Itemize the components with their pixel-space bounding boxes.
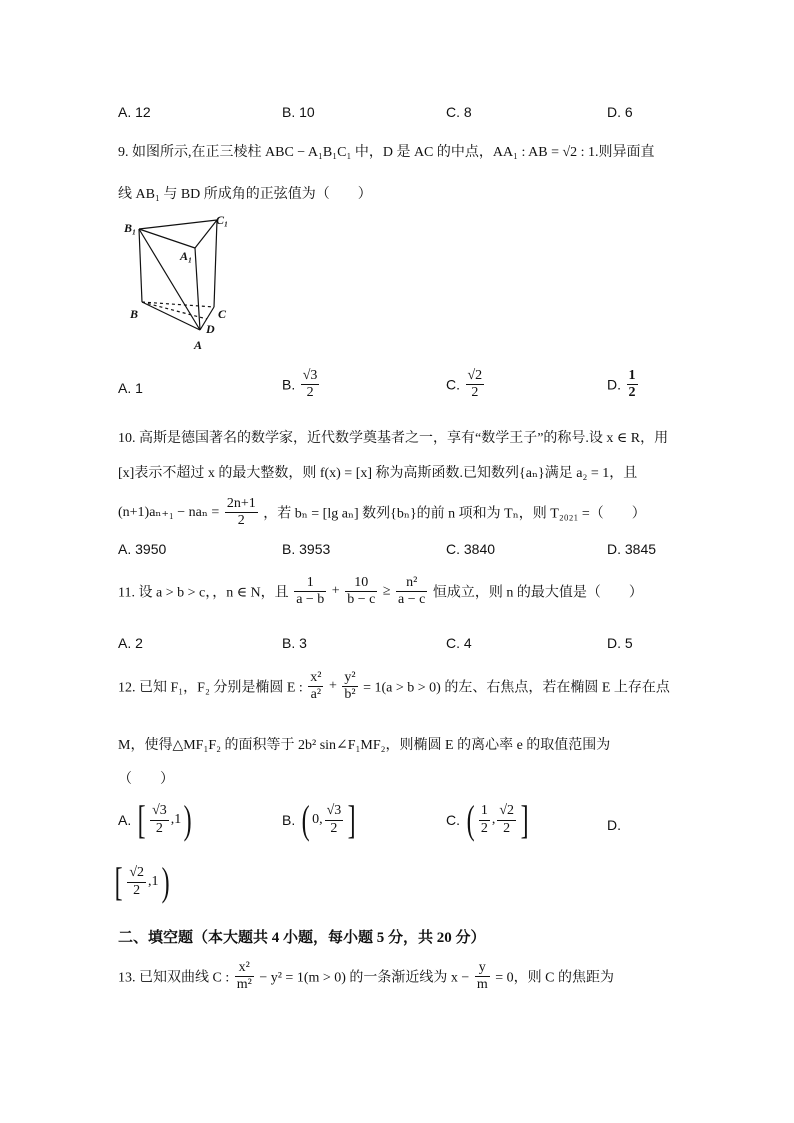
q9-option-d: D. $\frac{1}{2}$ bbox=[607, 368, 636, 401]
q12-line-2: M，使得△MF₁F₂ 的面积等于 2b² sin∠F₁MF₂，则椭圆 E 的离心率 e 的取值范围为 bbox=[118, 738, 611, 753]
q10-line-1: 10. 高斯是德国著名的数学家，近代数学奠基者之一，享有“数学王子”的称号.设 x ∈ R，用 bbox=[118, 431, 669, 446]
label-b: B bbox=[130, 307, 139, 321]
q10-line-3: (n+1)aₙ₊₁ − naₙ = $\frac{2n+1}{2}$ ，若 bₙ = [lg aₙ] 数列{bₙ}的前 n 项和为 Tₙ，则 T₂₀₂₁ =（ ） bbox=[118, 496, 646, 529]
q11-line: 11. 设 a > b > c，，n ∈ N，且 $\frac{1}{a - b}$ + $\frac{10}{b - c}$ ≥ $\frac{\text{n²}}{a - c}$ 恒成立，则 n 的最大值是（ ） bbox=[118, 575, 643, 608]
q12-option-b: B. ( 0, $\frac{√3}{2}$ ] bbox=[282, 797, 356, 842]
q11-fraction-2: $\frac{10}{b - c}$ bbox=[347, 575, 376, 608]
q10-option-c: C. 3840 bbox=[446, 541, 496, 557]
edge-a1a bbox=[195, 248, 200, 330]
q9-text-1: 如图所示,在正三棱柱 ABC − A₁B₁C₁ 中，D 是 AC 的中点，AA₁ : AB = √2 : 1.则异面直 bbox=[132, 145, 655, 160]
q8-option-a: A. 12 bbox=[118, 104, 151, 120]
q9-option-a: A. 1 bbox=[118, 380, 143, 396]
q12-line-3: （ ） bbox=[118, 772, 174, 787]
q9-option-d-fraction: $\frac{1}{2}$ bbox=[628, 368, 636, 401]
q12-option-d: [ $\frac{√2}{2}$ ,1) bbox=[114, 859, 170, 904]
edge-b1a1 bbox=[139, 229, 195, 248]
prism-figure bbox=[122, 212, 242, 352]
q10-option-d: D. 3845 bbox=[607, 541, 657, 557]
q11-option-d: D. 5 bbox=[607, 635, 633, 651]
q10-option-a: A. 3950 bbox=[118, 541, 167, 557]
label-c: C bbox=[218, 307, 227, 321]
q11-option-b: B. 3 bbox=[282, 635, 307, 651]
q12-line-1: 12. 已知 F₁，F₂ 分别是椭圆 E : $\frac{\text{x²}}{\text{a²}}$ + $\frac{\text{y²}}{\text{b²}}$ = 1(a > b > 0) 的左、右焦点，若在椭圆 E 上存在点 bbox=[118, 670, 670, 703]
q9-option-c: C. $\frac{√2}{2}$ bbox=[446, 368, 483, 401]
q12-option-d-label: D. bbox=[607, 817, 621, 833]
q9-line-1 bbox=[118, 141, 655, 161]
label-d: D bbox=[206, 322, 215, 336]
q11-fraction-3: $\frac{\text{n²}}{a - c}$ bbox=[398, 575, 426, 608]
edge-a1c1 bbox=[195, 220, 217, 248]
q13-line: 13. 已知双曲线 C : $\frac{\text{x²}}{\text{m²}}$ − y² = 1(m > 0) 的一条渐近线为 x − $\frac{y}{m}$ = 0，则 C 的焦距为 bbox=[118, 960, 614, 993]
q12-option-c: C. ( $\frac{1}{2}$ , $\frac{√2}{2}$ ] bbox=[446, 797, 529, 842]
q9-option-b-fraction: $\frac{√3}{2}$ bbox=[302, 368, 318, 401]
q8-option-b: B. 10 bbox=[282, 104, 315, 120]
q9-option-b: B. $\frac{√3}{2}$ bbox=[282, 368, 318, 401]
edge-b1c1 bbox=[139, 220, 217, 229]
q11-option-c: C. 4 bbox=[446, 635, 472, 651]
q8-option-d: D. 6 bbox=[607, 104, 633, 120]
label-a: A bbox=[194, 338, 203, 352]
edge-bc-hidden bbox=[142, 302, 214, 307]
q9-option-c-fraction: $\frac{√2}{2}$ bbox=[467, 368, 483, 401]
q9-line-2: 线 AB₁ 与 BD 所成角的正弦值为（ ） bbox=[118, 187, 372, 202]
q8-option-c: C. 8 bbox=[446, 104, 472, 120]
q9-number: 9. bbox=[118, 145, 129, 160]
label-c1: C₁ bbox=[216, 213, 229, 227]
edge-c1c bbox=[214, 220, 217, 307]
q11-fraction-1: $\frac{1}{a - b}$ bbox=[296, 575, 325, 608]
label-a1: A₁ bbox=[180, 249, 193, 263]
q13-fraction-2: $\frac{y}{m}$ bbox=[476, 960, 488, 993]
label-b1: B₁ bbox=[124, 221, 137, 235]
section-heading-fill-in: 二、填空题（本大题共 4 小题，每小题 5 分，共 20 分） bbox=[118, 930, 486, 946]
q11-option-a: A. 2 bbox=[118, 635, 143, 651]
q12-fraction-1: $\frac{\text{x²}}{\text{a²}}$ bbox=[310, 670, 322, 703]
q13-fraction-1: $\frac{\text{x²}}{\text{m²}}$ bbox=[236, 960, 252, 993]
q10-line-2: [x]表示不超过 x 的最大整数，则 f(x) = [x] 称为高斯函数.已知数列{aₙ}满足 a₂ = 1，且 bbox=[118, 466, 638, 481]
q12-fraction-2: $\frac{\text{y²}}{\text{b²}}$ bbox=[344, 670, 356, 703]
q10-option-b: B. 3953 bbox=[282, 541, 331, 557]
q12-option-a: A. [ $\frac{√3}{2}$ ,1) bbox=[118, 797, 192, 842]
edge-b1b bbox=[139, 229, 142, 302]
q10-fraction: $\frac{2n+1}{2}$ bbox=[226, 496, 256, 529]
